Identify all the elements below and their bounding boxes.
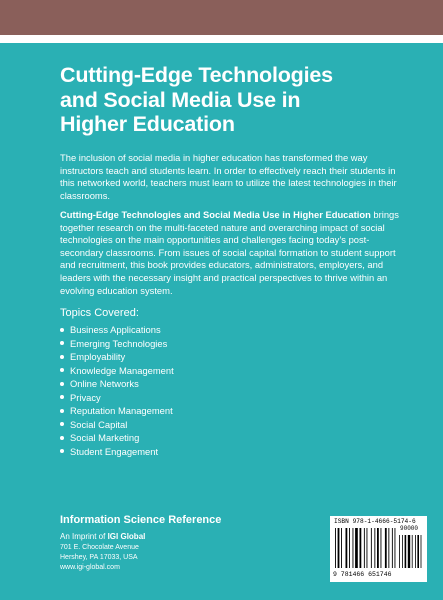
bullet-icon xyxy=(60,355,64,359)
address-city: Hershey, PA 17033, USA xyxy=(60,554,138,561)
topic-label: Student Engagement xyxy=(70,445,159,457)
barcode-label xyxy=(330,516,427,582)
bullet-icon xyxy=(60,436,64,440)
imprint-line xyxy=(60,532,145,541)
bullet-icon xyxy=(60,422,64,426)
intro-paragraph: The inclusion of social media in higher education has transformed the way instructors teach and students learn. In order to effectively reach their students in this networked world, teachers must learn to utilize the latest technologies in their classrooms. xyxy=(60,152,397,201)
isbn-text: ISBN 978-1-4666-5174-6 xyxy=(334,518,416,525)
bullet-icon xyxy=(60,328,64,332)
topic-label: Online Networks xyxy=(70,378,139,389)
description-paragraph xyxy=(60,209,410,297)
book-title xyxy=(60,63,400,137)
publisher-website: www.igi-global.com xyxy=(60,564,120,571)
topic-label: Knowledge Management xyxy=(70,364,174,376)
band-gap xyxy=(0,35,443,43)
topic-item xyxy=(60,404,174,418)
imprint-prefix: An Imprint of xyxy=(60,532,108,541)
topics-list xyxy=(60,323,174,458)
title-line: and Social Media Use in xyxy=(60,87,301,112)
topic-item xyxy=(60,377,174,391)
title-line: Cutting-Edge Technologies xyxy=(60,63,333,87)
topic-label: Emerging Technologies xyxy=(70,337,168,349)
bullet-icon xyxy=(60,382,64,386)
bullet-icon xyxy=(60,395,64,399)
title-line: Higher Education xyxy=(60,112,235,136)
barcode-icon xyxy=(333,528,424,570)
topic-label: Reputation Management xyxy=(70,405,173,416)
description-text: brings together research on the multi-faceted nature and overarching impact of social technologies on the main opportunities and challenges facing today’s post-secondary classrooms. From issues of social capital formation to student support and recruitment, this book provides educators, administrators, employers, and leaders with the necessary insight and practical perspectives to thrive within an evolving education system. xyxy=(60,209,399,296)
top-band xyxy=(0,0,443,35)
topic-item xyxy=(60,350,174,364)
bullet-icon xyxy=(60,449,64,453)
publisher-name: Information Science Reference xyxy=(60,514,222,526)
bullet-icon xyxy=(60,409,64,413)
topic-item xyxy=(60,418,174,432)
topic-label: Privacy xyxy=(70,391,101,403)
topic-item xyxy=(60,337,174,351)
topics-heading: Topics Covered: xyxy=(60,307,139,319)
topic-item xyxy=(60,445,174,459)
bullet-icon xyxy=(60,341,64,345)
price-addon-digits: 90000 xyxy=(400,525,419,532)
topic-item xyxy=(60,323,174,337)
topic-item xyxy=(60,431,174,445)
description-book-title: Cutting-Edge Technologies and Social Media Use in Higher Education xyxy=(60,209,371,220)
imprint-name: IGI Global xyxy=(107,532,146,541)
topic-label: Social Marketing xyxy=(70,432,140,443)
bullet-icon xyxy=(60,368,64,372)
barcode-digits: 9 781466 651746 xyxy=(333,571,392,578)
topic-item xyxy=(60,391,174,405)
topic-label: Business Applications xyxy=(70,324,161,335)
topic-label: Social Capital xyxy=(70,418,128,430)
back-cover xyxy=(0,43,443,600)
topic-label: Employability xyxy=(70,351,126,362)
address-street: 701 E. Chocolate Avenue xyxy=(60,544,139,551)
topic-item xyxy=(60,364,174,378)
